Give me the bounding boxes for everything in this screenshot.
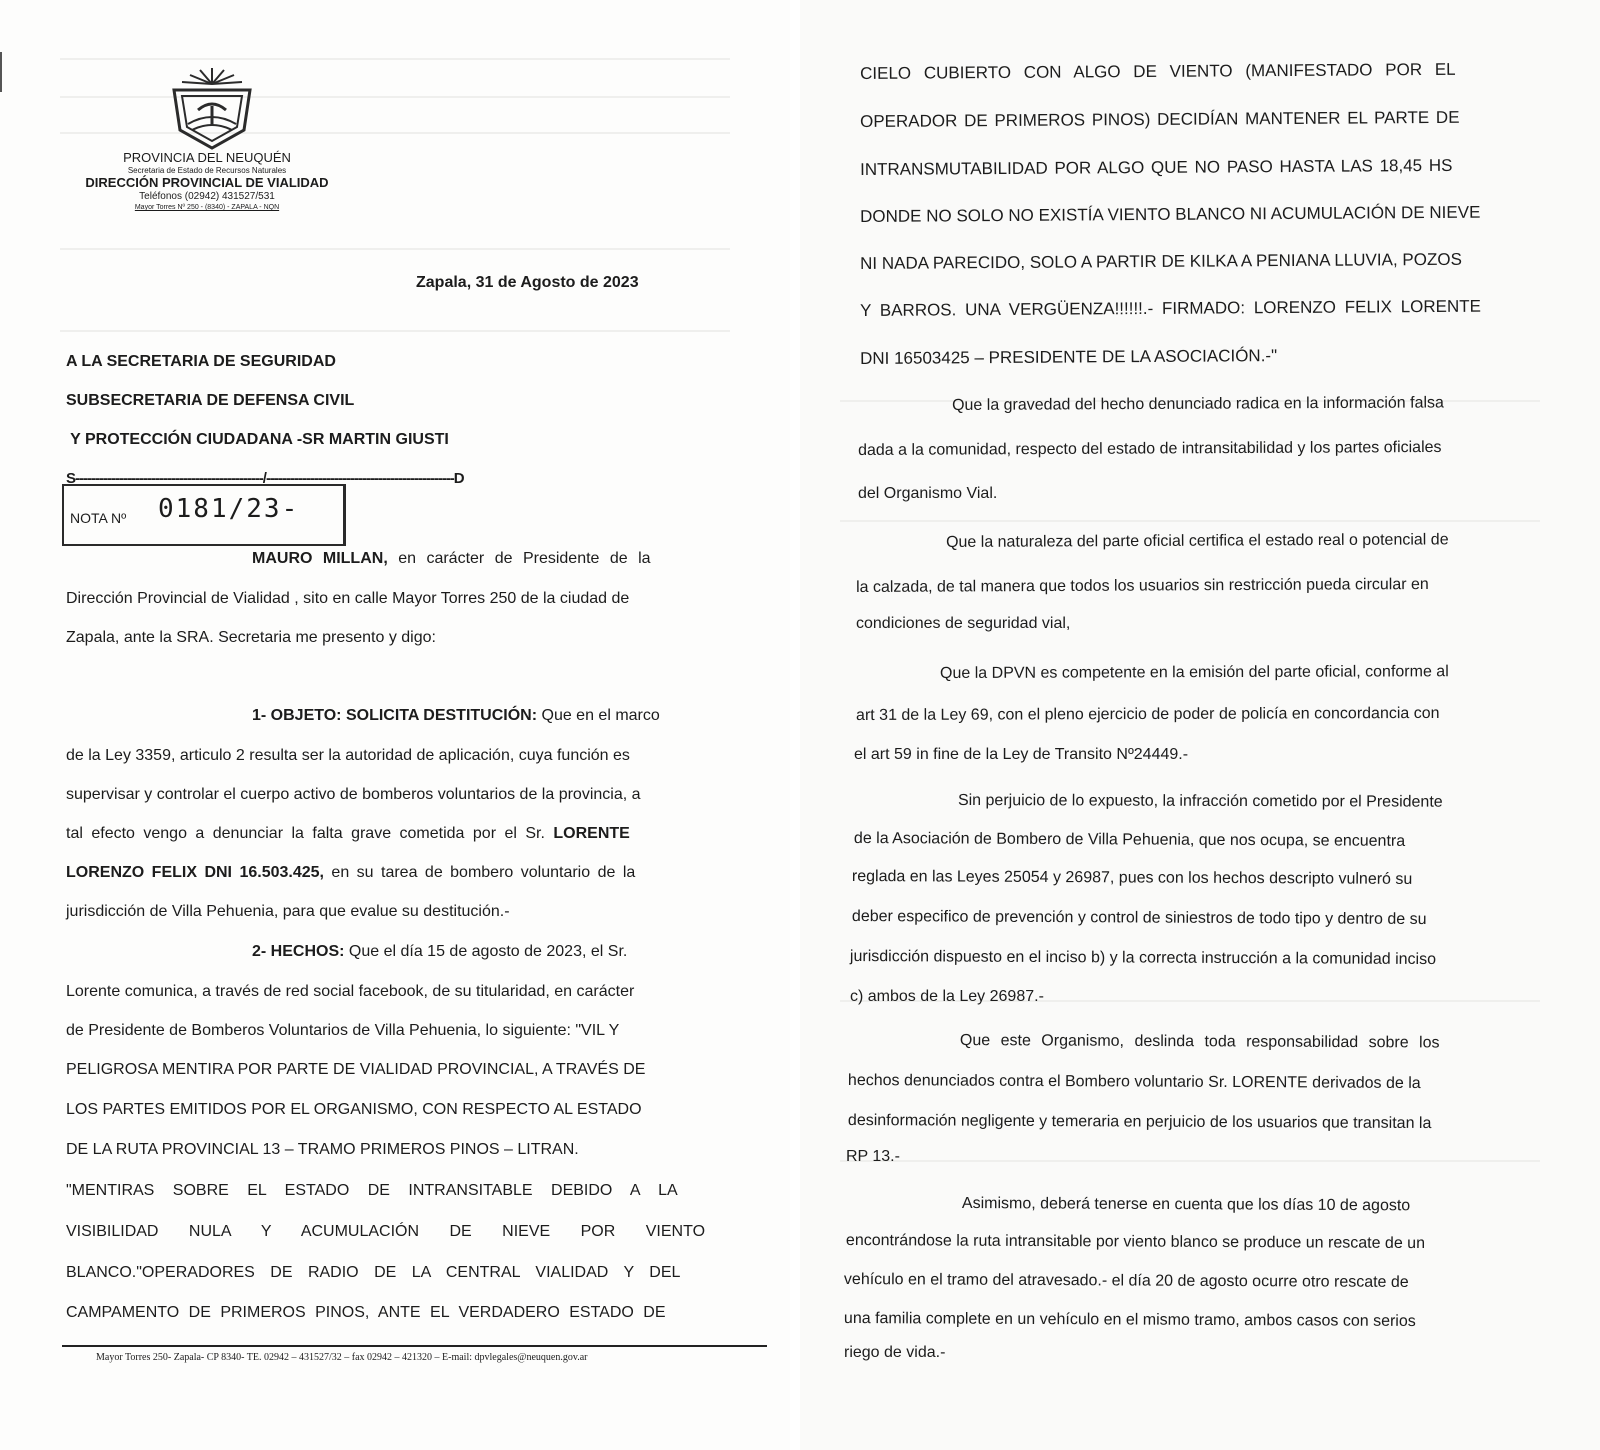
bleed-through-line	[60, 248, 730, 250]
body-line: c) ambos de la Ley 26987.-	[850, 988, 1044, 1005]
addressee-line: Y PROTECCIÓN CIUDADANA -SR MARTIN GIUSTI	[66, 431, 449, 448]
scan-edge-mark	[0, 52, 2, 92]
body-line: LOS PARTES EMITIDOS POR EL ORGANISMO, CON RESPECTO AL ESTADO	[66, 1101, 642, 1118]
body-line: dada a la comunidad, respecto del estado de intransitabilidad y los partes oficiales	[858, 438, 1442, 459]
body-line: jurisdicción dispuesto en el inciso b) y la correcta instrucción a la comunidad inciso	[849, 948, 1437, 969]
body-line: del Organismo Vial.	[858, 485, 998, 502]
letterhead-address: Mayor Torres Nº 250 - (8340) - ZAPALA - NQN	[134, 204, 280, 211]
body-line: Que la gravedad del hecho denunciado radica en la información falsa	[952, 394, 1444, 414]
body-line: la calzada, de tal manera que todos los usuarios sin restricción pueda circular en	[856, 576, 1429, 596]
sd-salutation-line: S-----------------------------------------------/-----------------------------------------------D	[66, 470, 464, 487]
body-line: riego de vida.-	[844, 1344, 946, 1361]
body-line: Que este Organismo, deslinda toda responsabilidad sobre los	[959, 1032, 1440, 1052]
body-line: Zapala, ante la SRA. Secretaria me presento y digo:	[66, 629, 436, 646]
body-line: condiciones de seguridad vial,	[856, 615, 1071, 632]
body-line: reglada en las Leyes 25054 y 26987, pues con los hechos descripto vulneró su	[851, 868, 1413, 888]
body-line: encontrándose la ruta intransitable por viento blanco se produce un rescate de un	[845, 1232, 1426, 1253]
body-line: art 31 de la Ley 69, con el pleno ejercicio de poder de policía en concordancia con	[856, 704, 1440, 724]
document-page-left	[0, 0, 790, 1450]
bleed-through-line	[840, 520, 1540, 522]
body-line: jurisdicción de Villa Pehuenia, para que evalue su destitución.-	[66, 903, 510, 920]
bleed-through-line	[60, 96, 730, 98]
body-line: Y BARROS. UNA VERGÜENZA!!!!!!.- FIRMADO: LORENZO FELIX LORENTE	[860, 296, 1482, 320]
letterhead-phones: Teléfonos (02942) 431527/531	[139, 191, 275, 202]
province-seal-logo	[168, 66, 256, 150]
body-line: el art 59 in fine de la Ley de Transito Nº24449.-	[854, 746, 1189, 763]
body-line: 1- OBJETO: SOLICITA DESTITUCIÓN: Que en el marco	[252, 707, 660, 724]
nota-label: NOTA Nº	[70, 510, 127, 526]
body-line: DE LA RUTA PROVINCIAL 13 – TRAMO PRIMEROS PINOS – LITRAN.	[66, 1141, 579, 1158]
body-line: Que la DPVN es competente en la emisión del parte oficial, conforme al	[940, 663, 1449, 682]
body-line: Asimismo, deberá tenerse en cuenta que los días 10 de agosto	[961, 1195, 1411, 1215]
bleed-through-line	[840, 1160, 1540, 1162]
body-line: RP 13.-	[846, 1148, 900, 1165]
body-line: 2- HECHOS: Que el día 15 de agosto de 2023, el Sr.	[252, 943, 628, 960]
body-line: deber especifico de prevención y control de siniestros de todo tipo y dentro de su	[851, 908, 1427, 929]
body-line: de la Asociación de Bombero de Villa Pehuenia, que nos ocupa, se encuentra	[853, 830, 1406, 850]
addressee-line: SUBSECRETARIA DE DEFENSA CIVIL	[66, 392, 355, 409]
body-line: tal efecto vengo a denunciar la falta grave cometida por el Sr. LORENTE	[66, 825, 630, 842]
body-line: PELIGROSA MENTIRA POR PARTE DE VIALIDAD PROVINCIAL, A TRAVÉS DE	[66, 1061, 646, 1078]
body-line: LORENZO FELIX DNI 16.503.425, en su tarea de bombero voluntario de la	[66, 864, 636, 881]
page-gutter	[790, 0, 800, 1450]
body-line: de Presidente de Bomberos Voluntarios de Villa Pehuenia, lo siguiente: "VIL Y	[66, 1022, 620, 1039]
body-line: DNI 16503425 – PRESIDENTE DE LA ASOCIACIÓN.-"	[860, 346, 1278, 368]
document-page-right	[800, 0, 1600, 1450]
bleed-through-line	[60, 330, 730, 332]
bleed-through-line	[60, 58, 730, 60]
body-line: MAURO MILLAN, en carácter de Presidente de la	[252, 550, 651, 567]
body-line: vehículo en el tramo del atravesado.- el día 20 de agosto ocurre otro rescate de	[843, 1271, 1409, 1291]
body-line: "MENTIRAS SOBRE EL ESTADO DE INTRANSITABLE DEBIDO A LA	[66, 1182, 678, 1199]
body-line: BLANCO."OPERADORES DE RADIO DE LA CENTRAL VIALIDAD Y DEL	[66, 1264, 681, 1281]
letterhead-province: PROVINCIA DEL NEUQUÉN	[123, 150, 291, 165]
body-line: CIELO CUBIERTO CON ALGO DE VIENTO (MANIFESTADO POR EL	[860, 59, 1456, 83]
body-line: Lorente comunica, a través de red social facebook, de su titularidad, en carácter	[66, 983, 635, 1000]
addressee-line: A LA SECRETARIA DE SEGURIDAD	[66, 353, 336, 370]
letterhead-direction: DIRECCIÓN PROVINCIAL DE VIALIDAD	[85, 175, 329, 190]
body-line: INTRANSMUTABILIDAD POR ALGO QUE NO PASO HASTA LAS 18,45 HS	[860, 155, 1453, 179]
document-date: Zapala, 31 de Agosto de 2023	[416, 274, 639, 291]
body-line: CAMPAMENTO DE PRIMEROS PINOS, ANTE EL VERDADERO ESTADO DE	[66, 1304, 666, 1321]
nota-stamp	[62, 484, 346, 546]
bleed-through-line	[60, 132, 730, 134]
body-line: de la Ley 3359, articulo 2 resulta ser la autoridad de aplicación, cuya función es	[66, 747, 630, 764]
body-line: Que la naturaleza del parte oficial certifica el estado real o potencial de	[946, 531, 1449, 551]
letterhead-secretariat: Secretaria de Estado de Recursos Naturales	[127, 166, 287, 175]
body-line: DONDE NO SOLO NO EXISTÍA VIENTO BLANCO NI ACUMULACIÓN DE NIEVE	[860, 202, 1481, 226]
body-line: supervisar y controlar el cuerpo activo de bomberos voluntarios de la provincia, a	[66, 786, 641, 803]
footer-rule	[62, 1345, 767, 1347]
body-line: una familia complete en un vehículo en el mismo tramo, ambos casos con serios	[843, 1310, 1416, 1330]
nota-number: 0181/23-	[158, 494, 300, 524]
body-line: VISIBILIDAD NULA Y ACUMULACIÓN DE NIEVE POR VIENTO	[66, 1223, 706, 1240]
body-line: Sin perjuicio de lo expuesto, la infracción cometido por el Presidente	[957, 792, 1443, 811]
body-line: OPERADOR DE PRIMEROS PINOS) DECIDÍAN MANTENER EL PARTE DE	[860, 107, 1460, 131]
body-line: Dirección Provincial de Vialidad , sito en calle Mayor Torres 250 de la ciudad de	[66, 590, 630, 607]
body-line: hechos denunciados contra el Bombero voluntario Sr. LORENTE derivados de la	[847, 1072, 1421, 1092]
body-line: desinformación negligente y temeraria en perjuicio de los usuarios que transitan la	[847, 1112, 1432, 1133]
body-line: NI NADA PARECIDO, SOLO A PARTIR DE KILKA A PENIANA LLUVIA, POZOS	[860, 249, 1462, 273]
footer-contact: Mayor Torres 250- Zapala- CP 8340- TE. 02942 – 431527/32 – fax 02942 – 421320 – E-mail: dpvlegales@neuquen.gov.ar	[96, 1352, 588, 1363]
